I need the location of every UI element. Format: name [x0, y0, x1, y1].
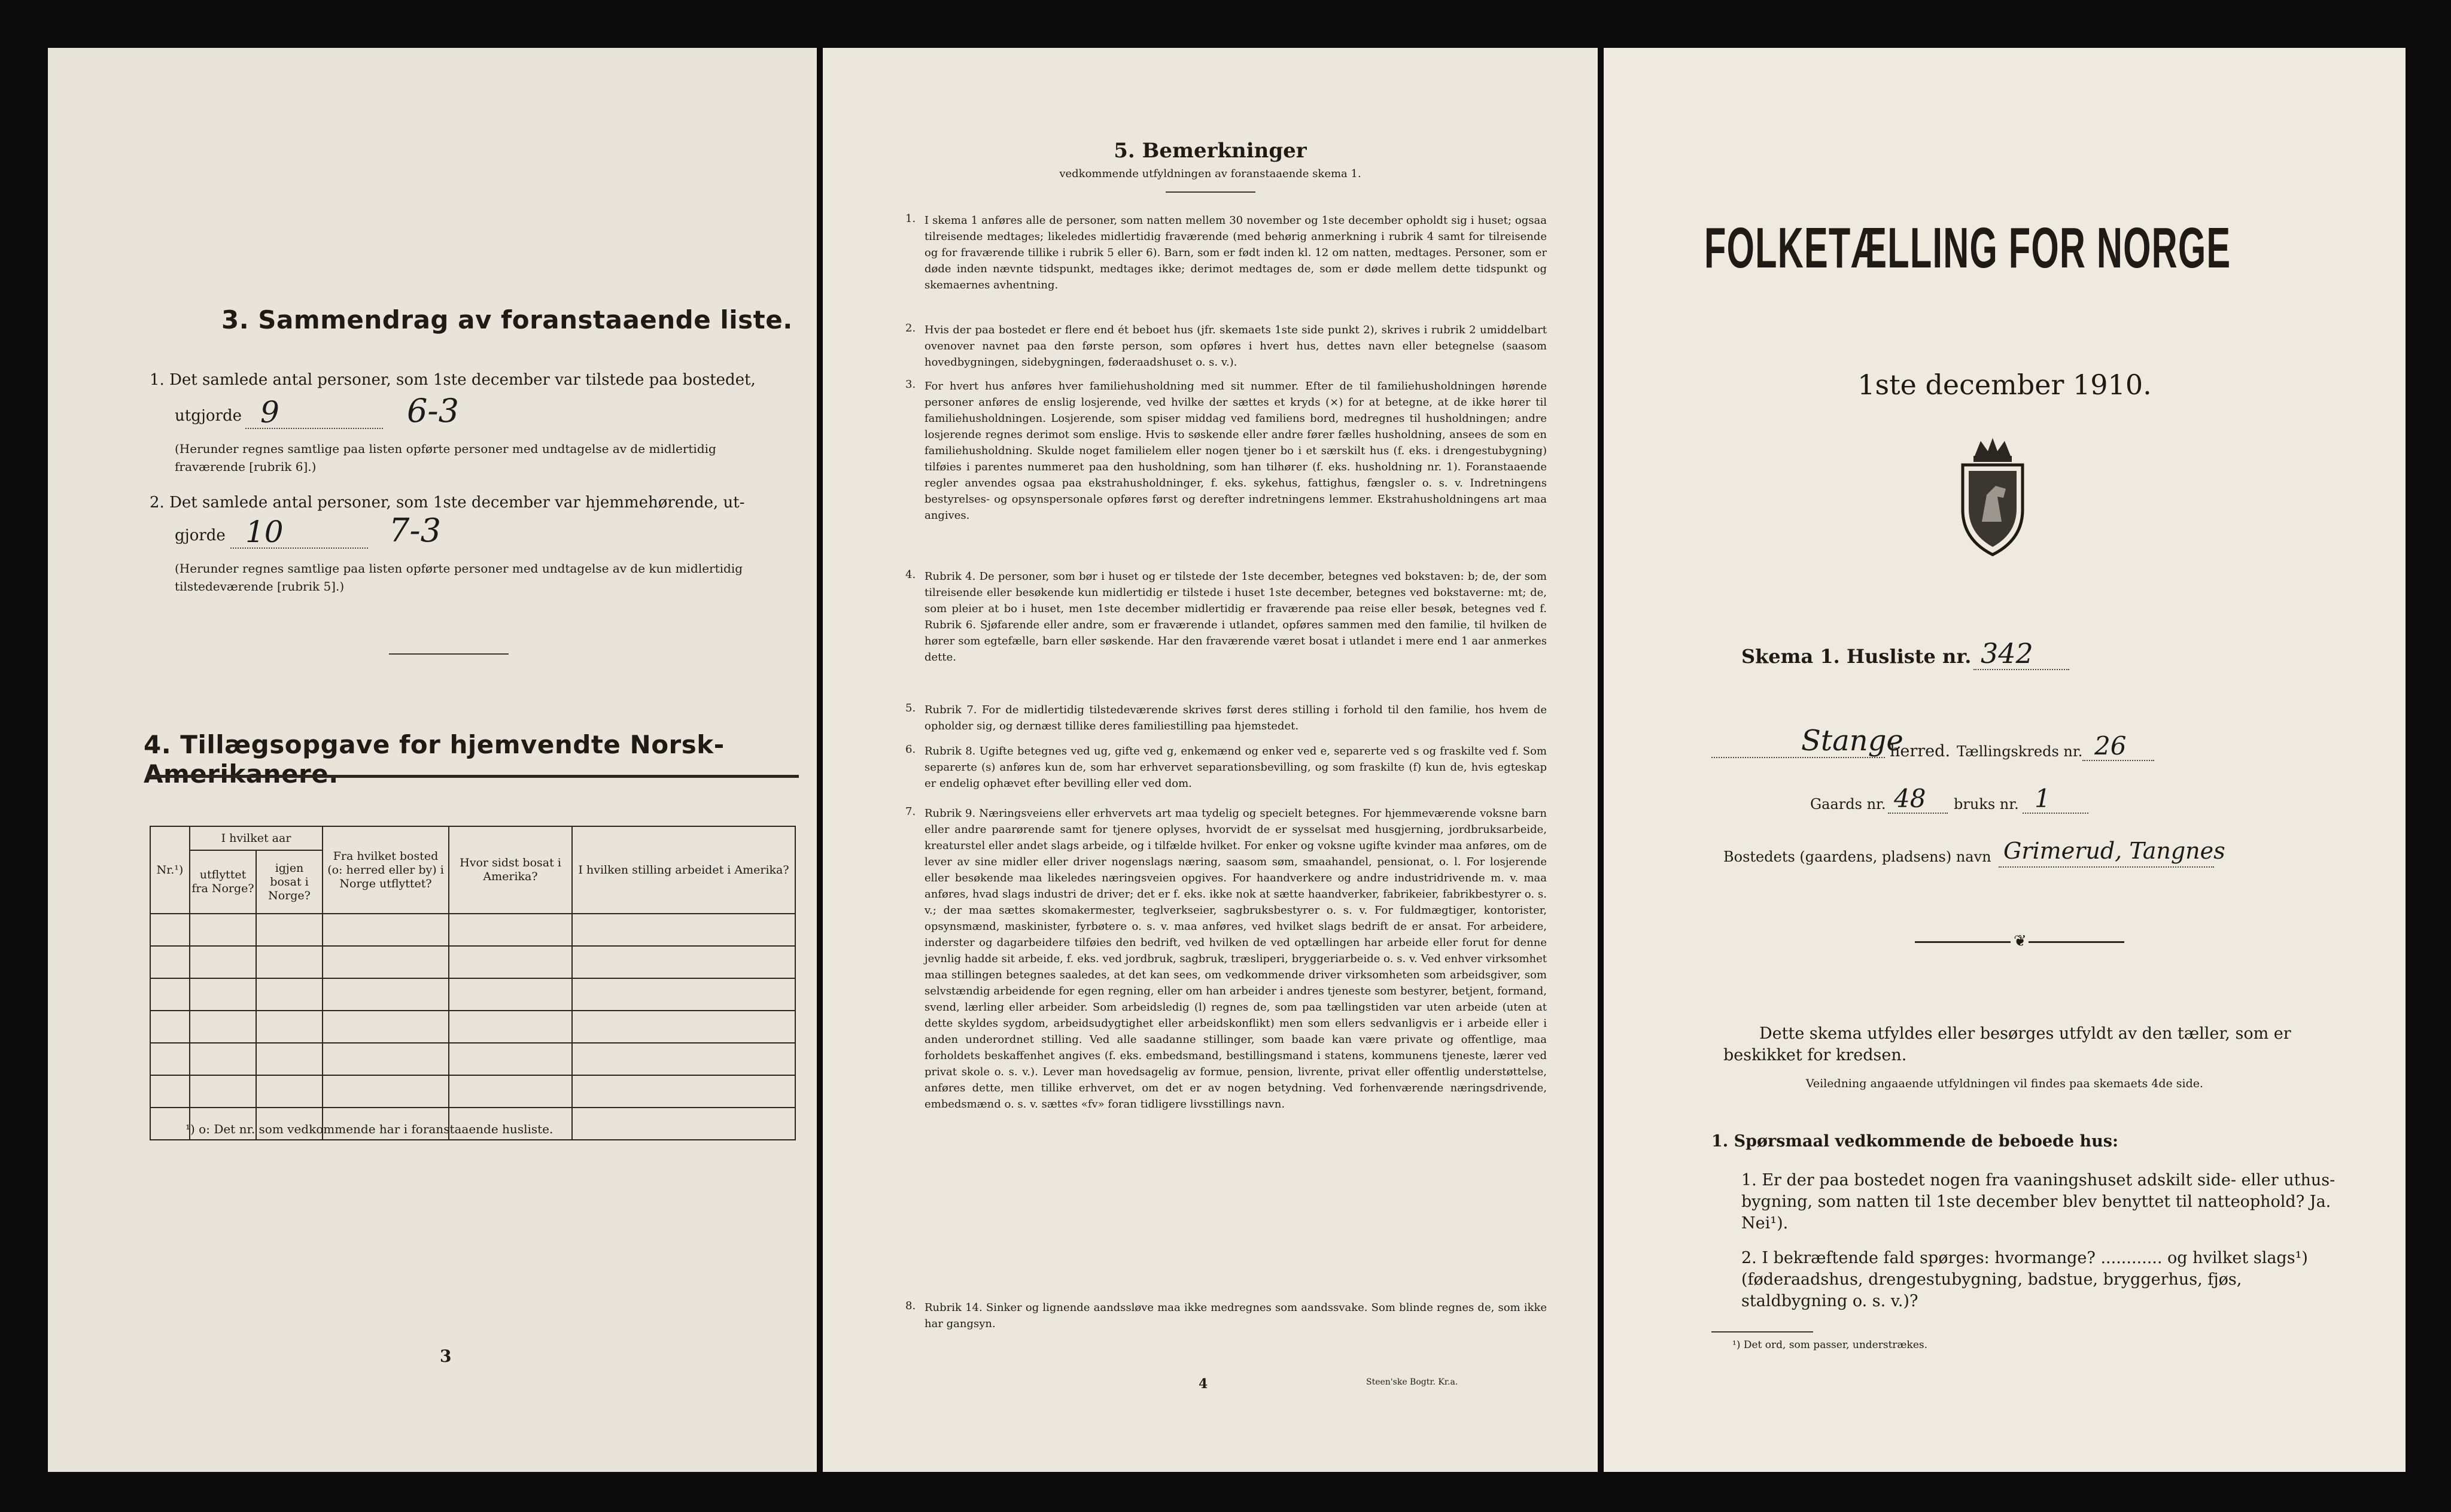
- ornament-right: [2029, 941, 2124, 943]
- remark-text: For hvert hus anføres hver familiehusholdning med sit nummer. Efter de til familiehusholdningen hørende personer anføres de enslig losjerende, ved hvilke der sættes et kryds (×) for at betegne, at de ikke hører til familiehusholdningen. Losjerende, som spiser middag ved familiens bord, medregnes til husholdningen; andre losjerende regnes derimot som enslige. Hvis to søskende eller andre fører fælles husholdning, ansees de som en familiehusholdning. Skulde noget familielem eller nogen tjener bo i et særskilt hus (f. eks. i drengestubygning) tilføies i parentes nummeret paa den husholdning, som han tilhører (f. eks. husholdning nr. 1). Foranstaaende regler anvendes ogsaa paa ekstrahusholdninger, f. eks. sykehus, fattighus, fængsler o. s. v. Indretningens bestyrelses- og opsynspersonale opføres først og derefter indretningens lemmer. Ekstrahusholdningens art maa angives.: [925, 380, 1547, 522]
- table-row: [150, 914, 795, 946]
- bruks-label: bruks nr.: [1954, 796, 2019, 813]
- item2-extra: 7-3: [389, 512, 441, 549]
- page-number-3: 3: [440, 1346, 452, 1366]
- th-igjen-bosat: igjen bosat i Norge?: [256, 850, 323, 914]
- remark-text: Hvis der paa bostedet er flere end ét beboet hus (jfr. skemaets 1ste side punkt 2), skrives i rubrik 2 umiddelbart ovenover navnet paa den første person, som opføres i hvert hus, dettes navn eller betegnelse (saasom hovedbygningen, sidebygningen, føderaadshuset o. s. v.).: [925, 324, 1547, 369]
- bruks-line: [2023, 813, 2088, 814]
- ornament-left: [1915, 941, 2011, 943]
- remark-number: 2.: [905, 322, 916, 334]
- remark-text: Rubrik 14. Sinker og lignende aandssløve maa ikke medregnes som aandssvake. Som blinde regnes de, som ikke har gangsyn.: [925, 1301, 1547, 1330]
- herred-label: herred.: [1890, 742, 1951, 760]
- kreds-label: Tællingskreds nr.: [1957, 743, 2083, 760]
- item1-line1: 1. Det samlede antal personer, som 1ste december var tilstede paa bostedet,: [150, 371, 756, 389]
- section3-title: 3. Sammendrag av foranstaaende liste.: [221, 305, 793, 334]
- norsk-amerikanere-table: [150, 826, 796, 1140]
- remark-number: 3.: [905, 378, 916, 391]
- th-hvilket-aar: I hvilket aar: [190, 826, 323, 850]
- husliste-value: 342: [1981, 637, 2033, 670]
- item2-note: (Herunder regnes samtlige paa listen opførte personer med undtagelse av de kun midlertidig tilstedeværende [rubrik 5].): [175, 561, 743, 594]
- th-nr: Nr.¹): [150, 826, 190, 914]
- table-row: [150, 1043, 795, 1075]
- page3-footnote: ¹) Det ord, som passer, understrækes.: [1732, 1339, 1928, 1351]
- table-row: [150, 978, 795, 1011]
- bruks-value: 1: [2035, 784, 2051, 813]
- question-1: 1. Er der paa bostedet nogen fra vaaningshuset adskilt side- eller uthus-bygning, som natten til 1ste december blev benyttet til natteophold? Ja. Nei¹).: [1741, 1171, 2336, 1233]
- veiledning-text: Veiledning angaaende utfyldningen vil findes paa skemaets 4de side.: [1805, 1077, 2204, 1090]
- page-left: [48, 48, 817, 1472]
- bosted-label: Bostedets (gaardens, pladsens) navn: [1723, 848, 1991, 865]
- skema-label: Skema 1. Husliste nr.: [1741, 645, 1972, 668]
- remarks-subtitle: vedkommende utfyldningen av foranstaaende skema 1.: [1059, 168, 1361, 180]
- table-row: [150, 1011, 795, 1043]
- remark-text: I skema 1 anføres alle de personer, som natten mellem 30 november og 1ste december opholdt sig i huset; ogsaa tilreisende medtages; likeledes midlertidig fraværende (med behørig anmerkning i rubrik 4 samt for tilreisende og for fraværende tillike i rubrik 5 eller 6). Barn, som er født inden kl. 12 om natten, medtages. Personer, som er døde inden nævnte tidspunkt, medtages ikke; derimot medtages de, som er døde mellem dette tidspunkt og skemaernes avhentning.: [925, 214, 1547, 291]
- table-row: [150, 946, 795, 978]
- item1-label: utgjorde: [175, 407, 242, 425]
- gaards-value: 48: [1894, 784, 1926, 813]
- table-footnote: ¹) o: Det nr. som vedkommende har i foranstaaende husliste.: [186, 1122, 554, 1136]
- remark-text: Rubrik 9. Næringsveiens eller erhvervets art maa tydelig og specielt betegnes. For hjemmeværende voksne barn eller andre paarørende samt for tjenere oplyses, hvorvidt de er sysselsat med husgjerning, jordbruksarbeide, kreaturstel eller andet slags arbeide, og i tilfælde hvilket. For enker og voksne ugifte kvinder maa anføres, om de lever av sine midler eller driver nogenslags næring, saasom søm, smaahandel, pensionat, o. l. For losjerende eller besøkende maa likeledes næringsveien opgives. For haandverkere og andre industridrivende m. v. maa anføres, hvad slags industri de driver; det er f. eks. ikke nok at sætte haandverker, fabrikeier, fabrikbestyrer o. s. v.; der maa sættes skomakermester, teglverkseier, sagbruksbestyrer o. s. v. For fuldmægtiger, kontorister, opsynsmænd, maskinister, fyrbøtere o. s. v. maa anføres, ved hvilket slags bedrift de er ansat. For arbeidere, inderster og dagarbeidere tilføies den bedrift, ved hvilken de ved optællingen har arbeide eller forut for denne jevnlig hadde sit arbeide, f. eks. ved jordbruk, sagbruk, træsliperi, bryggeriarbeide o. s. v. Ved enhver virksomhet maa stillingen betegnes saaledes, at det kan sees, om vedkommende driver virksomheten som arbeidsgiver, som selvstændig arbeidende for egen regning, eller om han arbeider i andres tjeneste som bestyrer, betjent, formand, svend, lærling eller arbeider. Som arbeidsledig (l) regnes de, som paa tællingstiden var uten arbeide (uten at dette skyldes sygdom, arbeidsudygtighet eller arbeidskonflikt) men som ellers sedvanligvis er i arbeide eller i anden underordnet stilling. Ved alle saadanne stillinger, som baade kan være private og offentlige, maa forholdets beskaffenhet angives (f. eks. embedsmand, bestillingsmand i statens, kommunens tjeneste, lærer ved privat skole o. s. v.). Lever man hovedsagelig av formue, pension, livrente, privat eller offentlig understøttelse, anføres dette, men tillike erhvervet, om det er av nogen betydning. Ved forhenværende næringsdrivende, embedsmænd o. s. v. sættes «fv» foran tidligere livsstillings navn.: [925, 807, 1547, 1111]
- item1-value: 9: [260, 395, 279, 430]
- remark-text: Rubrik 8. Ugifte betegnes ved ug, gifte ved g, enkemænd og enker ved e, separerte ved s og fraskilte ved f. Som separerte (s) anføres kun de, som har erhvervet separationsbevilling, og som fraskilte (f) kun de, hvis egteskap er endelig ophævet efter bevilling eller ved dom.: [925, 745, 1547, 790]
- page-middle: [823, 48, 1598, 1472]
- printer-mark: Steen'ske Bogtr. Kr.a.: [1366, 1377, 1458, 1387]
- divider: [389, 653, 509, 655]
- intro-text: Dette skema utfyldes eller besørges utfyldt av den tæller, som er beskikket for kredsen.: [1723, 1024, 2291, 1064]
- remark-number: 6.: [905, 743, 916, 756]
- remark-number: 7.: [905, 805, 916, 818]
- coat-of-arms-icon: [1951, 438, 2035, 558]
- th-utflyttet: utflyttet fra Norge?: [190, 850, 256, 914]
- census-date: 1ste december 1910.: [1857, 369, 2152, 401]
- remark-number: 8.: [905, 1300, 916, 1312]
- remark-text: Rubrik 7. For de midlertidig tilstedeværende skrives først deres stilling i forhold til den familie, hos hvem de opholder sig, og dernæst tillike deres familiestilling paa hjemstedet.: [925, 704, 1547, 732]
- item2-line1: 2. Det samlede antal personer, som 1ste december var hjemmehørende, ut-: [150, 494, 745, 512]
- remark-number: 5.: [905, 702, 916, 714]
- page-right: [1604, 48, 2406, 1472]
- item1-note: (Herunder regnes samtlige paa listen opførte personer med undtagelse av de midlertidig fraværende [rubrik 6].): [175, 442, 716, 474]
- ornament-icon: ❦: [2014, 932, 2027, 950]
- remarks-title: 5. Bemerkninger: [1114, 139, 1307, 163]
- remark-text: Rubrik 4. De personer, som bør i huset og er tilstede der 1ste december, betegnes ved bokstaven: b; de, der som tilreisende eller besøkende kun midlertidig er tilstede i huset 1ste december, betegnes ved bokstaverne: mt; de, som pleier at bo i huset, men 1ste december midlertidig er fraværende paa reise eller besøk, betegnes ved f. Rubrik 6. Sjøfarende eller andre, som er fraværende i utlandet, opføres sammen med den familie, til hvilken de hører som egtefælle, barn eller søskende. Har den fraværende været bosat i utlandet i mere end 1 aar anmerkes dette.: [925, 570, 1547, 664]
- item2-value: 10: [245, 515, 284, 549]
- kreds-value: 26: [2094, 731, 2127, 760]
- th-hvor-sidst: Hvor sidst bosat i Amerika?: [449, 826, 572, 914]
- bosted-value: Grimerud, Tangnes: [2003, 838, 2225, 864]
- gaards-label: Gaards nr.: [1810, 796, 1886, 813]
- table-row: [150, 1075, 795, 1108]
- question-2: 2. I bekræftende fald spørges: hvormange? ............ og hvilket slags¹) (føderaadshus, drengestubygning, badstue, bryggerhus, fjøs, staldbygning o. s. v.)?: [1741, 1249, 2308, 1310]
- herred-value: Stange: [1801, 724, 1903, 757]
- footnote-rule: [1711, 1331, 1813, 1332]
- section4-title: 4. Tillægsopgave for hjemvendte Norsk-Amerikanere.: [144, 730, 725, 789]
- th-fra-hvilket: Fra hvilket bosted (o: herred eller by) i Norge utflyttet?: [323, 826, 449, 914]
- section4-rule: [147, 775, 799, 778]
- remarks-rule: [1166, 191, 1255, 193]
- census-title: FOLKETÆLLING FOR NORGE: [1704, 216, 2231, 280]
- questions-heading: 1. Spørsmaal vedkommende de beboede hus:: [1711, 1132, 2118, 1151]
- page-number-4: 4: [1199, 1376, 1208, 1392]
- remark-number: 1.: [905, 212, 916, 225]
- item2-label: gjorde: [175, 527, 226, 544]
- th-stilling: I hvilken stilling arbeidet i Amerika?: [572, 826, 795, 914]
- item1-extra: 6-3: [407, 392, 459, 430]
- bosted-line: [1999, 866, 2214, 868]
- remark-number: 4.: [905, 568, 916, 581]
